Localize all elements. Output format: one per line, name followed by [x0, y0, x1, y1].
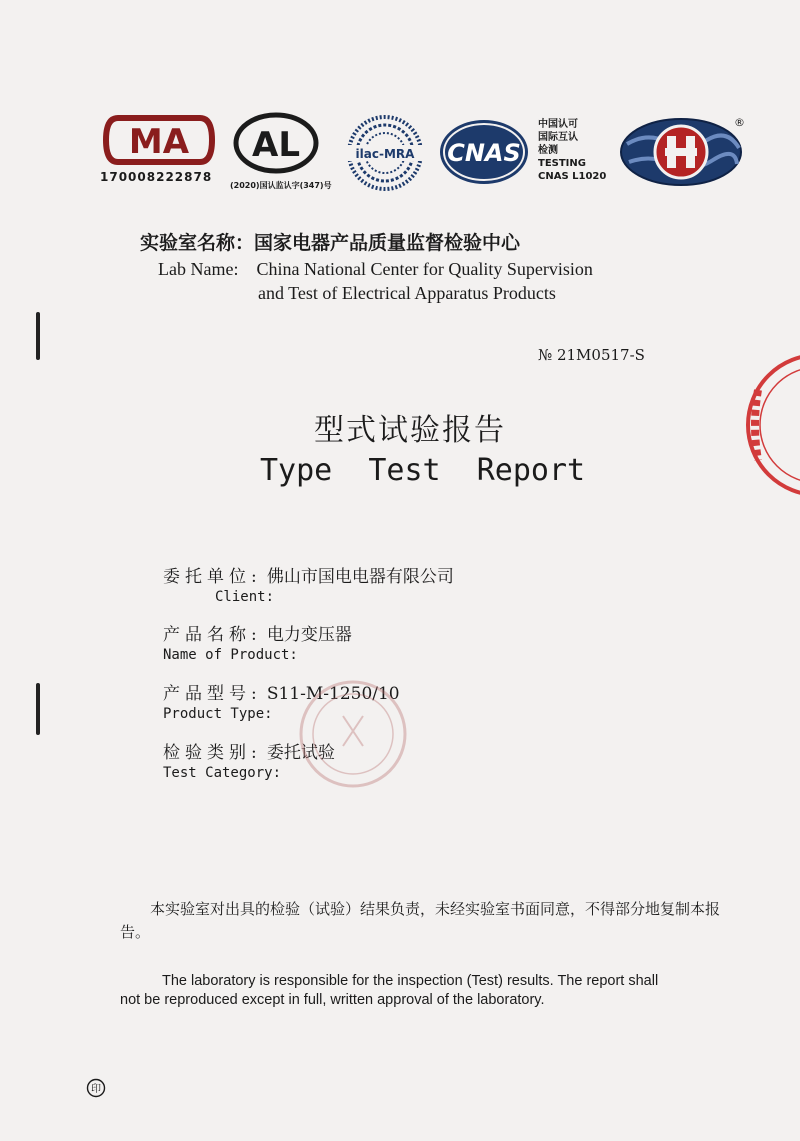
faint-seal-stamp	[288, 676, 418, 800]
field-product-name	[163, 620, 352, 663]
cnas-line: 中国认可	[538, 119, 578, 130]
cnas-text: CNAS	[447, 139, 521, 167]
cma-logo	[100, 110, 220, 184]
cnas-caption	[538, 118, 606, 183]
field-value: 电力变压器	[266, 625, 352, 645]
cal-icon	[228, 112, 324, 176]
field-label-en: Test Category:	[163, 765, 282, 781]
field-client	[163, 562, 454, 605]
field-value: 佛山市国电电器有限公司	[266, 567, 454, 587]
notice-en-line2: not be reproduced except in full, written approval of the laboratory.	[120, 992, 545, 1008]
cnas-logo	[436, 116, 532, 192]
lab-name-en-line2: and Test of Electrical Apparatus Products	[258, 283, 556, 303]
cal-caption: (2020)国认监认字(347)号	[230, 181, 332, 190]
notice-en-line1: The laboratory is responsible for the inspection (Test) results. The report shall	[162, 973, 659, 989]
accreditation-logos	[98, 110, 758, 195]
ilac-logo	[341, 114, 429, 196]
cma-text: MA	[128, 122, 190, 162]
notice-cn: 本实验室对出具的检验（试验）结果负责，未经实验室书面同意，不得部分地复制本报告。	[120, 900, 721, 941]
field-label-en: Product Type:	[163, 706, 273, 722]
registered-mark: ®	[734, 116, 745, 129]
field-label-cn: 检验类别:	[163, 743, 262, 763]
report-title-cn: 型式试验报告	[314, 413, 506, 448]
print-mark-text: 印	[91, 1084, 101, 1095]
cnas-line: 检测	[538, 145, 558, 156]
red-seal-icon	[740, 350, 800, 500]
lab-name-cn: 实验室名称：国家电器产品质量监督检验中心	[140, 232, 521, 254]
cma-icon	[100, 110, 218, 170]
cqc-logo	[617, 114, 749, 192]
red-seal-stamp	[740, 350, 800, 504]
ilac-text: ilac-MRA	[355, 147, 415, 161]
field-label-cn: 委托单位:	[163, 567, 262, 587]
report-number: № 21M0517-S	[538, 346, 645, 364]
report-title-en: Type Test Report	[260, 453, 586, 488]
cal-text: AL	[252, 125, 300, 165]
cqc-globe-icon	[617, 114, 749, 188]
field-value: 委托试验	[266, 743, 335, 763]
footer-print-mark	[86, 1078, 106, 1102]
lab-name-en-line1	[158, 259, 593, 280]
lab-name-en-text: China National Center for Quality Supervision	[256, 259, 593, 279]
field-label-cn: 产品型号:	[163, 684, 262, 704]
print-mark-icon	[86, 1078, 106, 1098]
cnas-line: CNAS L1020	[538, 171, 607, 182]
lab-name-en-label: Lab Name:	[158, 259, 239, 279]
binder-mark-top	[36, 312, 40, 360]
cal-logo	[228, 112, 348, 191]
ilac-mra-icon	[341, 114, 429, 192]
binder-mark-bottom	[36, 683, 40, 735]
field-label-en: Name of Product:	[163, 647, 298, 663]
field-label-en: Client:	[215, 589, 275, 605]
notice-en	[120, 972, 730, 1010]
seal-icon	[288, 676, 418, 796]
cma-number: 170008222878	[100, 170, 213, 184]
field-value: S11-M-1250/10	[266, 684, 400, 704]
cnas-line: TESTING	[538, 158, 586, 169]
cnas-line: 国际互认	[538, 132, 578, 143]
cnas-icon	[436, 116, 532, 188]
field-label-cn: 产品名称:	[163, 625, 262, 645]
